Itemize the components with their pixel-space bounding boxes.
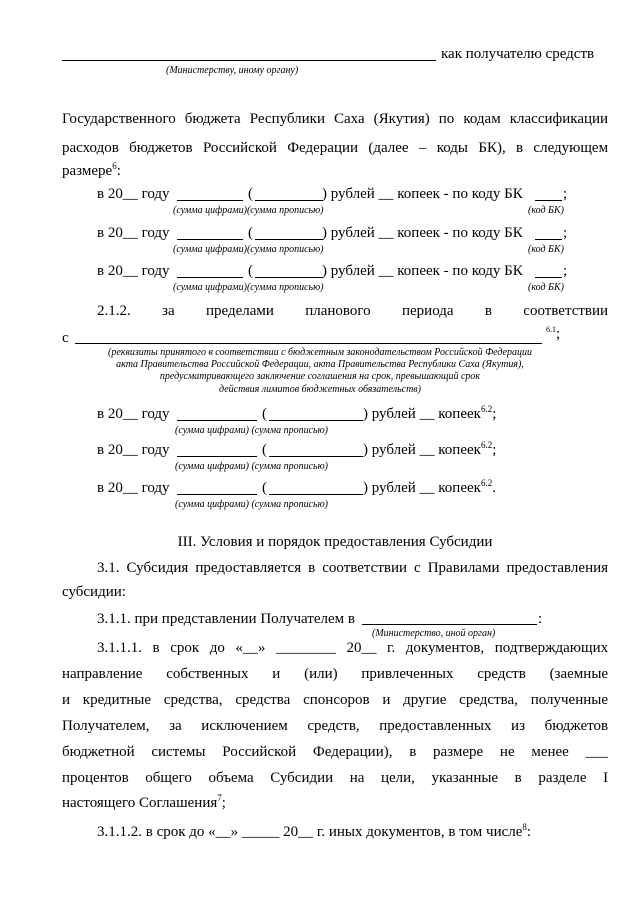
word: до [209, 640, 225, 656]
word: (или) [304, 666, 338, 682]
word: соответствии [322, 560, 408, 576]
word: процентов [62, 770, 129, 786]
row-footnote: 6.2 [480, 440, 493, 450]
word: в [152, 640, 160, 656]
word: по [438, 111, 455, 127]
word: с [414, 560, 421, 576]
word: (Якутия) [373, 111, 430, 127]
row-mid: ) рублей __ копеек - по коду БК [322, 225, 523, 241]
word: кредитные [82, 692, 152, 708]
word: пределами [205, 303, 274, 319]
word: срок [170, 640, 200, 656]
intro-line-3: размере$^6$: [62, 161, 121, 179]
word: 3.1.1.1. [97, 640, 142, 656]
word: ________ [275, 640, 336, 656]
word: 20__ [346, 640, 377, 656]
word: средств [477, 666, 526, 682]
row-note-amounts: (сумма цифрами) (сумма прописью) [175, 425, 328, 436]
row-year: в 20__ году [97, 480, 170, 496]
word: 2.1.2. за [97, 303, 175, 319]
word: бюджетной [62, 744, 135, 760]
p3111-line-6 [62, 770, 608, 787]
row-end: ; [563, 225, 568, 241]
word: менее [531, 744, 569, 760]
amount-digits-blank[interactable] [177, 277, 243, 278]
word: классификации [509, 111, 609, 127]
row-year: в 20__ году [97, 406, 170, 422]
row-footnote: 6.2 [480, 478, 493, 488]
p311-text: 3.1.1. при представлении Получателем в [97, 611, 355, 627]
word: кодам [463, 111, 501, 127]
amount-words-blank[interactable] [269, 456, 363, 457]
intro-line-1 [62, 111, 608, 128]
word: в [409, 744, 417, 760]
word: средства, [163, 692, 223, 708]
open-paren: ( [248, 263, 253, 279]
row-note-amounts: (сумма цифрами) (сумма прописью) [175, 461, 328, 472]
word: I [603, 770, 609, 786]
beyond-c-prefix: с [62, 330, 69, 346]
word: Российской [222, 744, 297, 760]
word: Получателем, [62, 718, 150, 734]
row-mid: ) рублей __ копеек - по коду БК [322, 186, 523, 202]
word: коды [436, 140, 469, 156]
row-mid [363, 406, 496, 423]
amount-words-blank[interactable] [255, 200, 323, 201]
word: г. [387, 640, 396, 656]
beyond-heading [97, 303, 608, 320]
word: расходов [62, 140, 119, 156]
p3111-line-3 [62, 692, 608, 709]
bk-code-blank[interactable] [535, 200, 562, 201]
word: следующем [533, 140, 609, 156]
word: бюджета [184, 111, 241, 127]
row-year: в 20__ году [97, 442, 170, 458]
p3112-line: 3.1.1.2. в срок до «__» _____ 20__ г. иных документов, в том числе$^8$: [97, 822, 532, 840]
intro-line-2 [62, 140, 608, 157]
word: исключением [201, 718, 288, 734]
row-note-code: (код БК) [528, 244, 564, 255]
p311-note: (Министерство, иной орган) [372, 628, 496, 639]
word: Саха [334, 111, 365, 127]
word: предоставления [506, 560, 609, 576]
beyond-note-line: (реквизиты принятого в соответствии с бюджетным законодательством Российской Федерации [108, 347, 532, 358]
row-year: в 20__ году [97, 225, 170, 241]
section-3-title: III. Условия и порядок предоставления Субсидии [177, 534, 493, 550]
word: общего [145, 770, 192, 786]
word: собственных [166, 666, 249, 682]
word: Субсидия [126, 560, 189, 576]
word: направление [62, 666, 143, 682]
p311-authority-blank[interactable] [362, 624, 537, 625]
word: в [516, 140, 524, 156]
row-note-amounts: (сумма цифрами) (сумма прописью) [175, 499, 328, 510]
recipient-authority-blank[interactable] [62, 60, 436, 61]
word: Федерации [287, 140, 359, 156]
word: Российской [202, 140, 277, 156]
word: не [499, 744, 515, 760]
p3111-line-5 [62, 744, 608, 761]
row-mid [363, 480, 496, 497]
word: из [511, 718, 525, 734]
word: цели, [380, 770, 415, 786]
word: в [308, 560, 316, 576]
amount-digits-blank[interactable] [177, 239, 243, 240]
open-paren: ( [262, 406, 267, 422]
word: периода [402, 303, 454, 319]
word: полученные [530, 692, 609, 708]
word: подтверждающих [494, 640, 609, 656]
word: Государственного [62, 111, 176, 127]
word: привлеченных [361, 666, 454, 682]
word: и [62, 692, 71, 708]
word: средства [235, 692, 291, 708]
word: планового [305, 303, 371, 319]
bk-code-blank[interactable] [535, 239, 562, 240]
p3111-line-4 [62, 718, 608, 735]
beyond-requisites-blank[interactable] [75, 343, 542, 344]
word: ___ [585, 744, 609, 760]
row-mid: ) рублей __ копеек - по коду БК [322, 263, 523, 279]
word: 3.1. [97, 560, 120, 576]
word: «__» [235, 640, 266, 656]
row-note-amounts: (сумма цифрами)(сумма прописью) [173, 205, 324, 216]
amount-digits-blank[interactable] [177, 456, 257, 457]
word: предоставленных [379, 718, 492, 734]
row-note-amounts: (сумма цифрами)(сумма прописью) [173, 244, 324, 255]
amount-digits-blank[interactable] [177, 200, 243, 201]
row-year: в 20__ году [97, 186, 170, 202]
word: (заемные [549, 666, 609, 682]
p311-end: : [538, 611, 543, 627]
top-line-suffix: как получателю средств [441, 46, 595, 62]
row-footnote: 6.2 [480, 404, 493, 414]
beyond-note-line: предусматривающего заключение соглашения на срок, превышающий срок [159, 371, 481, 382]
row-mid-text: ) рублей __ копеек [363, 406, 481, 422]
word: системы [151, 744, 206, 760]
word: в [514, 770, 522, 786]
word: соответствии [523, 303, 609, 319]
p3111-line-1 [97, 640, 608, 657]
row-mid-text: ) рублей __ копеек [363, 442, 481, 458]
word: Республики [249, 111, 325, 127]
word: и [272, 666, 281, 682]
row-end: ; [492, 406, 497, 422]
word: и [382, 692, 391, 708]
beyond-note-line: акта Правительства Российской Федерации, акта Правительства Республики Саха (Якутия), [116, 359, 524, 370]
open-paren: ( [262, 480, 267, 496]
word: – [418, 140, 427, 156]
word: в [484, 303, 492, 319]
bk-code-blank[interactable] [535, 277, 562, 278]
open-paren: ( [248, 225, 253, 241]
word: бюджетов [129, 140, 193, 156]
beyond-note-line: действия лимитов бюджетных обязательств) [219, 384, 421, 395]
beyond-c-end: $^{6.1}$; [546, 325, 561, 342]
word: на [349, 770, 365, 786]
word: БК), [478, 140, 506, 156]
word: объема [208, 770, 254, 786]
amount-digits-blank[interactable] [177, 420, 257, 421]
amount-digits-blank[interactable] [177, 494, 257, 495]
row-mid [363, 442, 496, 459]
row-end: ; [563, 186, 568, 202]
top-line-note: (Министерству, иному органу) [166, 65, 299, 76]
word: Субсидии [270, 770, 334, 786]
row-end: ; [492, 442, 497, 458]
word: Федерации), [312, 744, 393, 760]
p3111-line-7: настоящего Соглашения$^7$; [62, 793, 226, 811]
word: (далее [368, 140, 409, 156]
amount-words-blank[interactable] [269, 494, 363, 495]
word: другие [403, 692, 447, 708]
word: Правилами [427, 560, 500, 576]
open-paren: ( [248, 186, 253, 202]
row-mid-text: ) рублей __ копеек [363, 480, 481, 496]
row-end: . [492, 480, 496, 496]
word: размере [433, 744, 484, 760]
p31-line-2: субсидии: [62, 584, 126, 600]
p31-line-1 [97, 560, 608, 577]
word: за [169, 718, 182, 734]
word: документов, [405, 640, 485, 656]
word: предоставляется [195, 560, 302, 576]
word: средств, [307, 718, 360, 734]
amount-words-blank[interactable] [255, 277, 323, 278]
row-note-code: (код БК) [528, 205, 564, 216]
row-end: ; [563, 263, 568, 279]
row-year: в 20__ году [97, 263, 170, 279]
word: спонсоров [303, 692, 370, 708]
row-note-code: (код БК) [528, 282, 564, 293]
word: разделе [538, 770, 587, 786]
row-note-amounts: (сумма цифрами)(сумма прописью) [173, 282, 324, 293]
word: средства, [459, 692, 518, 708]
word: указанные [431, 770, 499, 786]
amount-words-blank[interactable] [255, 239, 323, 240]
p3111-line-2 [62, 666, 608, 683]
amount-words-blank[interactable] [269, 420, 363, 421]
open-paren: ( [262, 442, 267, 458]
word: бюджетов [544, 718, 609, 734]
